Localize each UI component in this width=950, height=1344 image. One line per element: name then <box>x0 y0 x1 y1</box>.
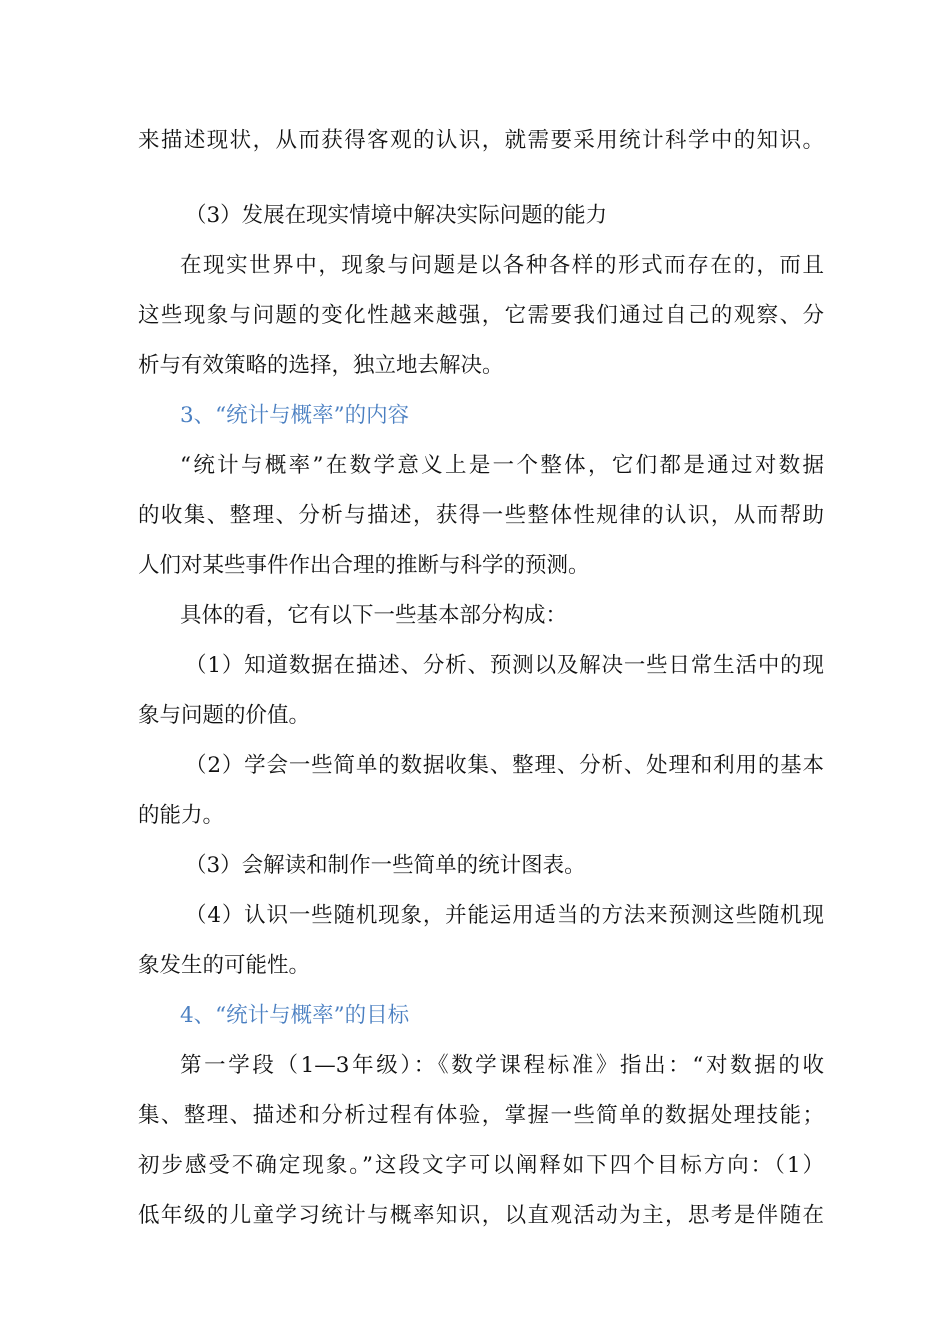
list-item-2: （2）学会一些简单的数据收集、整理、分析、处理和利用的基本 <box>185 753 824 778</box>
paragraph-line: 低年级的儿童学习统计与概率知识，以直观活动为主，思考是伴随在 <box>138 1203 824 1228</box>
paragraph-line: 集、整理、描述和分析过程有体验，掌握一些简单的数据处理技能； <box>138 1103 824 1128</box>
paragraph-line: 来描述现状，从而获得客观的认识，就需要采用统计科学中的知识。 <box>138 128 824 153</box>
paragraph-line: “统计与概率”在数学意义上是一个整体，它们都是通过对数据 <box>180 453 824 478</box>
list-item-1: （1）知道数据在描述、分析、预测以及解决一些日常生活中的现 <box>185 653 824 678</box>
list-item-1-cont: 象与问题的价值。 <box>138 703 311 728</box>
section-heading-4: 4、“统计与概率”的目标 <box>180 1003 410 1028</box>
list-item-4-cont: 象发生的可能性。 <box>138 953 311 978</box>
paragraph-line: 析与有效策略的选择，独立地去解决。 <box>138 353 504 378</box>
paragraph-line: 初步感受不确定现象。”这段文字可以阐释如下四个目标方向：（1） <box>138 1153 824 1178</box>
paragraph-line: 具体的看，它有以下一些基本部分构成： <box>180 603 568 628</box>
paragraph-line: 第一学段（1—3年级）：《数学课程标准》指出：“对数据的收 <box>180 1053 824 1078</box>
paragraph-line: 在现实世界中，现象与问题是以各种各样的形式而存在的，而且 <box>180 253 824 278</box>
paragraph-line: 人们对某些事件作出合理的推断与科学的预测。 <box>138 553 590 578</box>
list-item-3: （3）会解读和制作一些简单的统计图表。 <box>185 853 586 878</box>
paragraph-line: 的收集、整理、分析与描述，获得一些整体性规律的认识，从而帮助 <box>138 503 824 528</box>
paragraph-line: 这些现象与问题的变化性越来越强，它需要我们通过自己的观察、分 <box>138 303 824 328</box>
list-item-4: （4）认识一些随机现象，并能运用适当的方法来预测这些随机现 <box>185 903 824 928</box>
list-item-2-cont: 的能力。 <box>138 803 225 828</box>
section-heading-3: 3、“统计与概率”的内容 <box>180 403 410 428</box>
subheading-3: （3）发展在现实情境中解决实际问题的能力 <box>185 203 608 228</box>
